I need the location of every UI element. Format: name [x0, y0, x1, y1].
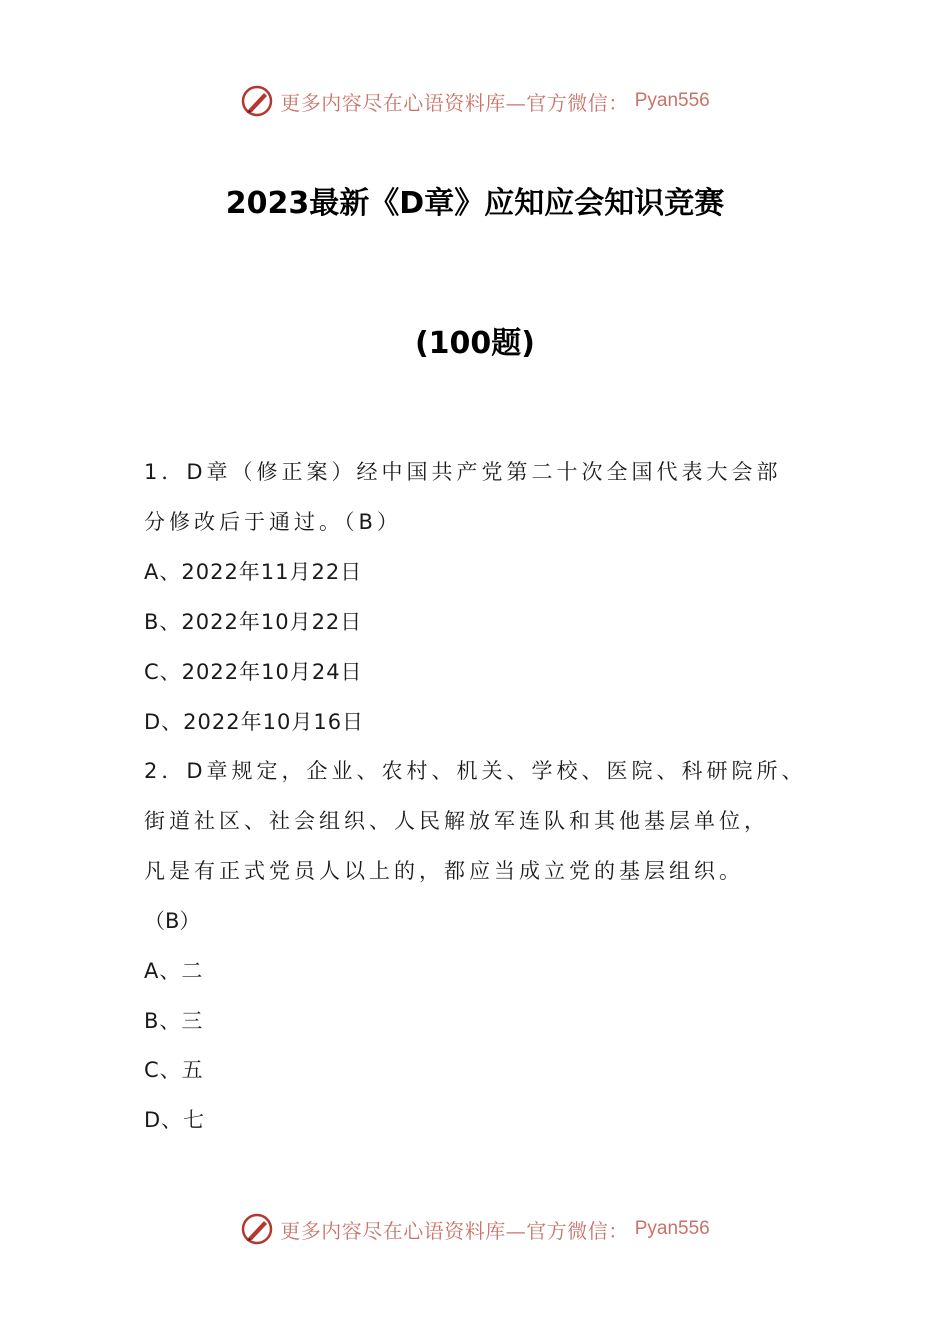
- question-1-option-a: A、2022年11月22日: [144, 560, 363, 584]
- pen-circle-logo-icon: [240, 1212, 274, 1246]
- question-2-option-d: D、七: [144, 1108, 206, 1132]
- question-1-line-2: 分修改后于通过。（B）: [144, 510, 402, 534]
- page-subtitle: (100题): [414, 326, 536, 361]
- question-2-option-c: C、五: [144, 1058, 204, 1082]
- question-1-line-1: 1．D章（修正案）经中国共产党第二十次全国代表大会部: [144, 460, 782, 484]
- header-banner: [0, 84, 950, 118]
- question-2-line-2: 街道社区、社会组织、人民解放军连队和其他基层单位，: [144, 809, 769, 833]
- question-2-line-1: 2．D章规定，企业、农村、机关、学校、医院、科研院所、: [144, 759, 807, 783]
- question-1-option-d: D、2022年10月16日: [144, 710, 365, 734]
- question-2-option-a: A、二: [144, 959, 204, 983]
- question-1-option-b: B、2022年10月22日: [144, 610, 363, 634]
- banner-text: 更多内容尽在心语资料库—官方微信：: [280, 90, 629, 115]
- banner-wechat-id: Pyan556: [634, 90, 710, 111]
- question-1-option-c: C、2022年10月24日: [144, 660, 363, 684]
- banner-text: 更多内容尽在心语资料库—官方微信：: [280, 1218, 629, 1243]
- question-2-option-b: B、三: [144, 1009, 204, 1033]
- question-2-line-3: 凡是有正式党员人以上的，都应当成立党的基层组织。: [144, 859, 744, 883]
- footer-banner: [0, 1212, 950, 1246]
- banner-wechat-id: Pyan556: [634, 1218, 710, 1239]
- page-title: 2023最新《D章》应知应会知识竞赛: [225, 186, 725, 221]
- question-2-line-4: （B）: [144, 909, 201, 933]
- pen-circle-logo-icon: [240, 84, 274, 118]
